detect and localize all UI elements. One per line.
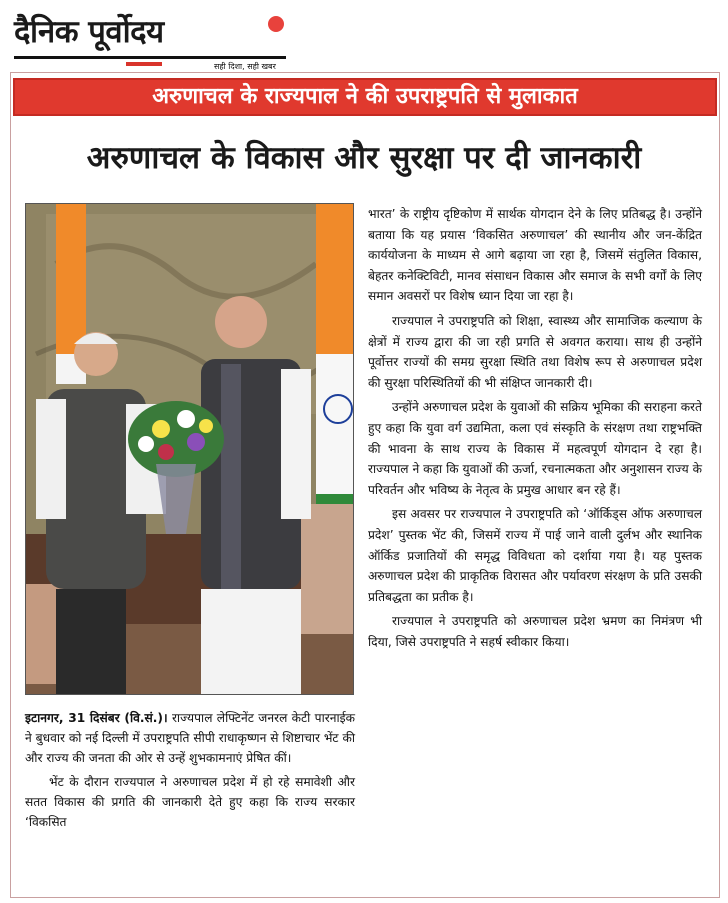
- masthead-title: दैनिक पूर्वोदय: [14, 14, 164, 50]
- masthead-red-accent: [126, 62, 162, 66]
- right-para-4: इस अवसर पर राज्यपाल ने उपराष्ट्रपति को ‘ऑर्किड्स ऑफ अरुणाचल प्रदेश’ पुस्तक भेंट की, जिसमें राज्य में पाई जाने वाली दुर्लभ और स्थानिक ऑर्किड प्रजातियों की समृद्ध विविधता को दर्शाया गया है। यह पुस्तक अरुणाचल प्रदेश की प्राकृतिक विरासत और पर्यावरण संरक्षण के प्रति उसकी प्रतिबद्धता का प्रतीक है।: [368, 507, 702, 604]
- masthead: [14, 6, 314, 72]
- article-photo: [25, 203, 354, 695]
- banner: [13, 78, 717, 116]
- masthead-tagline: सही दिशा, सही खबर: [214, 62, 276, 71]
- banner-text: अरुणाचल के राज्यपाल ने की उपराष्ट्रपति से मुलाकात: [152, 84, 578, 109]
- left-column: [25, 708, 355, 836]
- right-para-3: उन्होंने अरुणाचल प्रदेश के युवाओं की सक्रिय भूमिका की सराहना करते हुए कहा कि युवा वर्ग उद्यमिता, कला एवं संस्कृति के संरक्षण तथा राष्ट्रभक्ति की भावना के साथ राज्य के विकास में महत्वपूर्ण योगदान दे रहा है। राज्यपाल ने कहा कि युवाओं की ऊर्जा, रचनात्मकता और अनुशासन राज्य के परिवर्तन और भविष्य के नेतृत्व के प्रमुख आधार बन रहे हैं।: [368, 400, 702, 497]
- left-para-1-text: राज्यपाल लेफ्टिनेंट जनरल केटी पारनाईक ने बुधवार को नई दिल्ली में उपराष्ट्रपति सीपी राधाकृष्णन से शिष्टाचार भेंट की और राज्य की जनता की ओर से उन्हें शुभकामनाएं प्रेषित कीं।: [25, 711, 355, 765]
- left-para-1: [25, 708, 355, 768]
- right-para-1: भारत’ के राष्ट्रीय दृष्टिकोण में सार्थक योगदान देने के लिए प्रतिबद्ध है। उन्होंने बताया कि यह प्रयास ‘विकसित अरुणाचल’ की स्थानीय और जन-केंद्रित कार्ययोजना के माध्यम से आगे बढ़ाया जा रहा है, जिसमें संतुलित विकास, बेहतर कनेक्टिविटी, मानव संसाधन विकास और समाज के सभी वर्गों के लिए समान अवसरों पर विशेष ध्यान दिया जा रहा है।: [368, 207, 702, 304]
- masthead-logo-dot-icon: [268, 16, 284, 32]
- right-column: [368, 204, 702, 656]
- photo-illustration: [26, 204, 354, 695]
- headline: अरुणाचल के विकास और सुरक्षा पर दी जानकारी: [86, 140, 642, 176]
- right-para-2: राज्यपाल ने उपराष्ट्रपति को शिक्षा, स्वास्थ्य और सामाजिक कल्याण के क्षेत्रों में राज्य द्वारा की जा रही प्रगति से अवगत कराया। साथ ही उन्होंने पूर्वोत्तर राज्यों की समग्र सुरक्षा स्थिति तथा विशेष रूप से अरुणाचल प्रदेश की सुरक्षा परिस्थितियों की भी संक्षिप्त जानकारी दी।: [368, 313, 702, 390]
- left-para-2: भेंट के दौरान राज्यपाल ने अरुणाचल प्रदेश में हो रहे समावेशी और सतत विकास की प्रगति की जानकारी देते हुए कहा कि राज्य सरकार ‘विकसित: [25, 775, 355, 829]
- dateline: इटानगर, 31 दिसंबर (वि.सं.)।: [25, 711, 168, 725]
- right-para-5: राज्यपाल ने उपराष्ट्रपति को अरुणाचल प्रदेश भ्रमण का निमंत्रण भी दिया, जिसे उपराष्ट्रपति ने सहर्ष स्वीकार किया।: [368, 614, 702, 649]
- masthead-underline: [14, 56, 286, 59]
